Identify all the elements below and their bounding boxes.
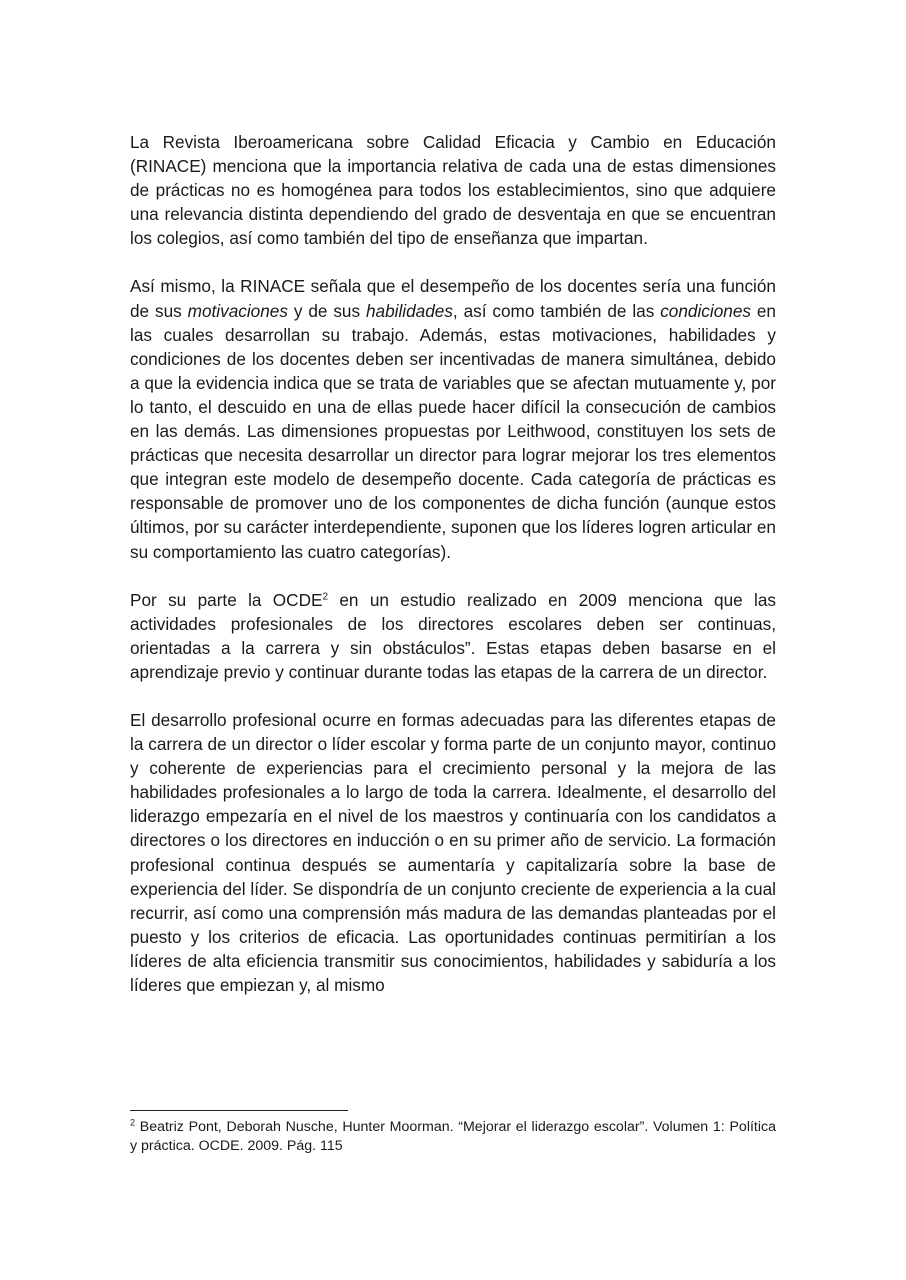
paragraph-3-text-1: Por su parte la OCDE — [130, 589, 323, 610]
body-text — [130, 130, 776, 1021]
footnote — [130, 1118, 776, 1155]
paragraph-1: La Revista Iberoamericana sobre Calidad Eficacia y Cambio en Educación (RINACE) menciona que la importancia relativa de cada una de estas dimensiones de prácticas no es homogénea para todos los establecimientos, sino que adquiere una relevancia distinta dependiendo del grado de desventaja en que se encuentran los colegios, así como también del tipo de enseñanza que impartan. — [130, 132, 776, 249]
footnote-text: Beatriz Pont, Deborah Nusche, Hunter Moorman. “Mejorar el liderazgo escolar”. Volumen 1: Política y práctica. OCDE. 2009. Pág. 115 — [130, 1119, 776, 1154]
paragraph-2-text-2: y de sus — [287, 300, 366, 321]
term-habilidades: habilidades — [365, 300, 453, 321]
paragraph-2 — [130, 274, 776, 563]
footnote-reference[interactable]: 2 — [322, 590, 329, 602]
paragraph-4: El desarrollo profesional ocurre en formas adecuadas para las diferentes etapas de la carrera de un director o líder escolar y forma parte de un conjunto mayor, continuo y coherente de experiencias para el crecimiento personal y la mejora de las habilidades profesionales a lo largo de toda la carrera. Idealmente, el desarrollo del liderazgo empezaría en el nivel de los maestros y continuaría con los candidatos a directores o los directores en inducción o en su primer año de servicio. La formación profesional continua después se aumentaría y capitalizaría sobre la base de experiencia del líder. Se dispondría de un conjunto creciente de experiencia a la cual recurrir, así como una comprensión más madura de las demandas planteadas por el puesto y los criterios de eficacia. Las oportunidades continuas permitirían a los líderes de alta eficiencia transmitir sus conocimientos, habilidades y sabiduría a los líderes que empiezan y, al mismo — [130, 709, 776, 995]
footnote-separator — [130, 1110, 348, 1111]
paragraph-2-text-1: Así mismo, la RINACE señala que el desempeño de los docentes sería una función de sus — [130, 276, 776, 321]
footnote-number: 2 — [130, 1117, 136, 1128]
paragraph-2-text-3: , así como también de las — [452, 300, 661, 321]
paragraph-2-text-4: en las cuales desarrollan su trabajo. Además, estas motivaciones, habilidades y condiciones de los docentes deben ser incentivadas de manera simultánea, debido a que la evidencia indica que se trata de variables que se afectan mutuamente y, por lo tanto, el descuido en una de ellas puede hacer difícil la consecución de cambios en las demás. Las dimensiones propuestas por Leithwood, constituyen los sets de prácticas que necesita desarrollar un director para lograr mejorar los tres elementos que integran este modelo de desempeño docente. Cada categoría de prácticas es responsable de promover uno de los componentes de dicha función (aunque estos últimos, por su carácter interdependiente, suponen que los líderes logren articular en su comportamiento las cuatro categorías). — [130, 300, 776, 562]
term-motivaciones: motivaciones — [187, 300, 288, 321]
paragraph-3-text-2: en un estudio realizado en 2009 menciona que las actividades profesionales de los directores escolares deben ser continuas, orientadas a la carrera y sin obstáculos”. Estas etapas deben basarse en el aprendizaje previo y continuar durante todas las etapas de la carrera de un director. — [130, 589, 776, 682]
term-condiciones: condiciones — [660, 300, 751, 321]
paragraph-3 — [130, 588, 776, 684]
